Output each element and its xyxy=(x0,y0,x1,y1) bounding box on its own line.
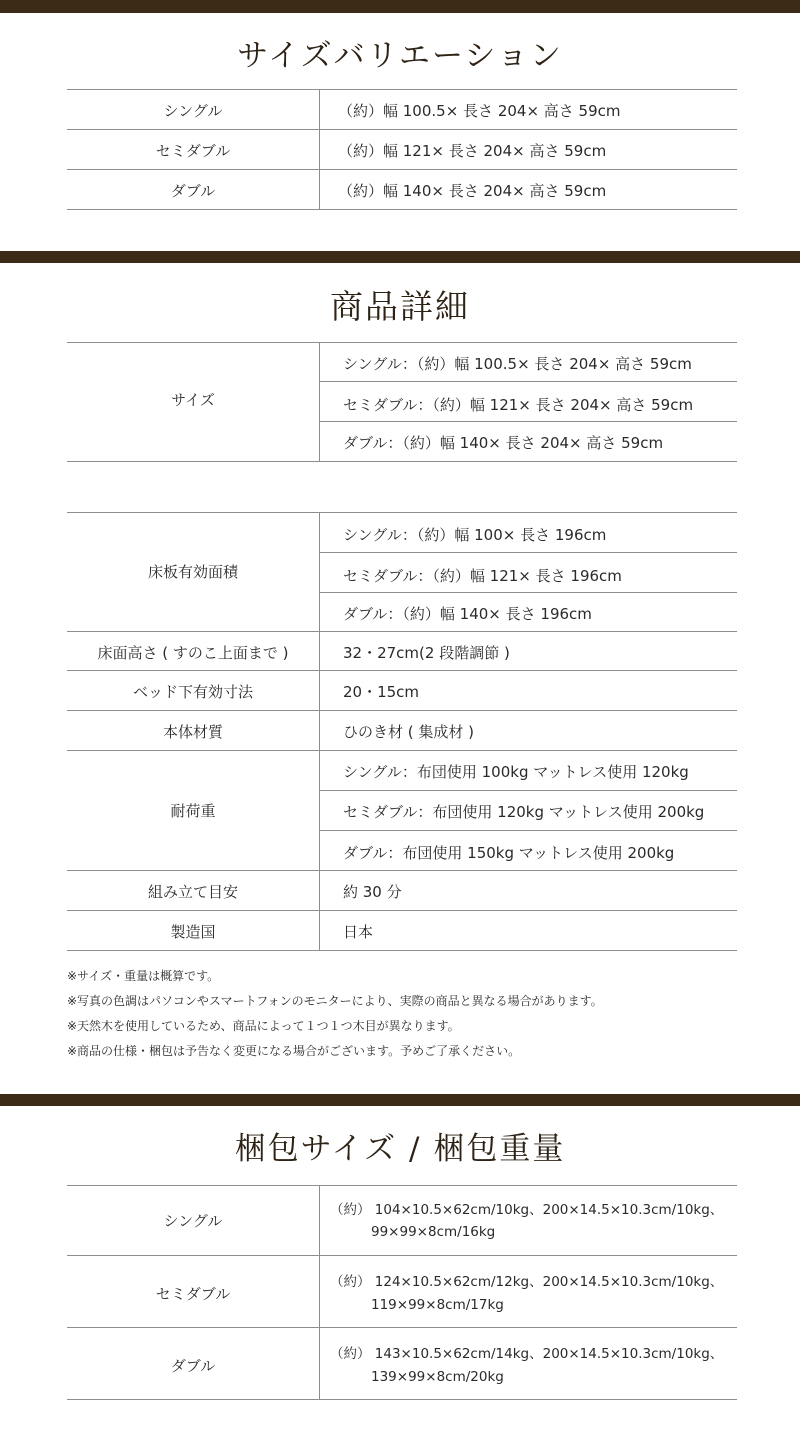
variation-title: サイズバリエーション xyxy=(237,38,563,74)
divider xyxy=(67,1255,737,1256)
variation-value-double: （約）幅 140× 長さ 204× 高さ 59cm xyxy=(338,182,607,200)
packing-label-semidouble: セミダブル xyxy=(155,1285,231,1303)
under-bed-label: ベッド下有効寸法 xyxy=(132,683,253,701)
details-title: 商品詳細 xyxy=(330,287,470,326)
divider xyxy=(319,830,737,831)
divider xyxy=(319,790,737,791)
section-bar xyxy=(0,1094,800,1106)
packing-value-semidouble-line1: （約） 124×10.5×62cm/12kg、200×14.5×10.3cm/10kg、 xyxy=(330,1274,724,1290)
divider xyxy=(67,89,737,90)
packing-value-single-line1: （約） 104×10.5×62cm/10kg、200×14.5×10.3cm/10kg、 xyxy=(330,1202,724,1218)
divider xyxy=(319,381,737,382)
divider xyxy=(67,670,737,671)
packing-value-single-line2: 99×99×8cm/16kg xyxy=(371,1224,496,1240)
divider xyxy=(67,870,737,871)
packing-value-double-line1: （約） 143×10.5×62cm/14kg、200×14.5×10.3cm/10kg、 xyxy=(330,1346,724,1362)
divider xyxy=(319,592,737,593)
top-bar xyxy=(0,0,800,13)
assembly-label: 組み立て目安 xyxy=(147,883,238,901)
divider xyxy=(67,1327,737,1328)
size-value-semidouble: セミダブル：（約）幅 121× 長さ 204× 高さ 59cm xyxy=(343,396,694,414)
divider xyxy=(67,750,737,751)
column-divider xyxy=(319,342,320,462)
divider xyxy=(67,342,737,343)
load-value-double: ダブル：布団使用 150kg マットレス使用 200kg xyxy=(343,844,675,862)
variation-value-single: （約）幅 100.5× 長さ 204× 高さ 59cm xyxy=(338,102,621,120)
load-value-semidouble: セミダブル：布団使用 120kg マットレス使用 200kg xyxy=(343,803,705,821)
floor-area-value-single: シングル：（約）幅 100× 長さ 196cm xyxy=(343,526,607,544)
column-divider xyxy=(319,512,320,951)
variation-value-semidouble: （約）幅 121× 長さ 204× 高さ 59cm xyxy=(338,142,607,160)
divider xyxy=(319,552,737,553)
divider xyxy=(67,209,737,210)
floor-height-value: 32・27cm(2 段階調節 ) xyxy=(343,644,510,662)
origin-label: 製造国 xyxy=(170,923,216,941)
size-value-double: ダブル：（約）幅 140× 長さ 204× 高さ 59cm xyxy=(343,434,664,452)
origin-value: 日本 xyxy=(343,923,374,941)
column-divider xyxy=(319,89,320,210)
floor-height-label: 床面高さ ( すのこ上面まで ) xyxy=(97,644,289,662)
floor-area-value-double: ダブル：（約）幅 140× 長さ 196cm xyxy=(343,605,592,623)
packing-value-semidouble-line2: 119×99×8cm/17kg xyxy=(371,1297,504,1313)
divider xyxy=(319,421,737,422)
material-label: 本体材質 xyxy=(162,723,223,741)
section-bar xyxy=(0,251,800,263)
packing-value-double-line2: 139×99×8cm/20kg xyxy=(371,1369,504,1385)
material-value: ひのき材 ( 集成材 ) xyxy=(343,723,475,741)
divider xyxy=(67,950,737,951)
variation-label-single: シングル xyxy=(163,102,223,120)
divider xyxy=(67,631,737,632)
floor-area-label: 床板有効面積 xyxy=(147,563,238,581)
variation-label-semidouble: セミダブル xyxy=(155,142,231,160)
note-line: ※商品の仕様・梱包は予告なく変更になる場合がございます。予めご了承ください。 xyxy=(67,1044,521,1058)
load-label: 耐荷重 xyxy=(170,802,216,820)
size-label: サイズ xyxy=(171,391,215,409)
divider xyxy=(67,1399,737,1400)
divider xyxy=(67,710,737,711)
divider xyxy=(67,169,737,170)
divider xyxy=(67,129,737,130)
packing-title: 梱包サイズ / 梱包重量 xyxy=(234,1131,566,1167)
load-value-single: シングル：布団使用 100kg マットレス使用 120kg xyxy=(343,763,689,781)
note-line: ※天然木を使用しているため、商品によって１つ１つ木目が異なります。 xyxy=(67,1019,460,1033)
variation-label-double: ダブル xyxy=(170,182,216,200)
column-divider xyxy=(319,1185,320,1400)
divider xyxy=(67,512,737,513)
packing-label-double: ダブル xyxy=(170,1357,216,1375)
assembly-value: 約 30 分 xyxy=(343,883,402,901)
size-value-single: シングル：（約）幅 100.5× 長さ 204× 高さ 59cm xyxy=(343,355,692,373)
divider xyxy=(67,461,737,462)
under-bed-value: 20・15cm xyxy=(343,683,420,701)
divider xyxy=(67,910,737,911)
floor-area-value-semidouble: セミダブル：（約）幅 121× 長さ 196cm xyxy=(343,567,622,585)
divider xyxy=(67,1185,737,1186)
note-line: ※写真の色調はパソコンやスマートフォンのモニターにより、実際の商品と異なる場合があります。 xyxy=(67,994,603,1008)
note-line: ※サイズ・重量は概算です。 xyxy=(67,969,220,983)
packing-label-single: シングル xyxy=(163,1212,223,1230)
